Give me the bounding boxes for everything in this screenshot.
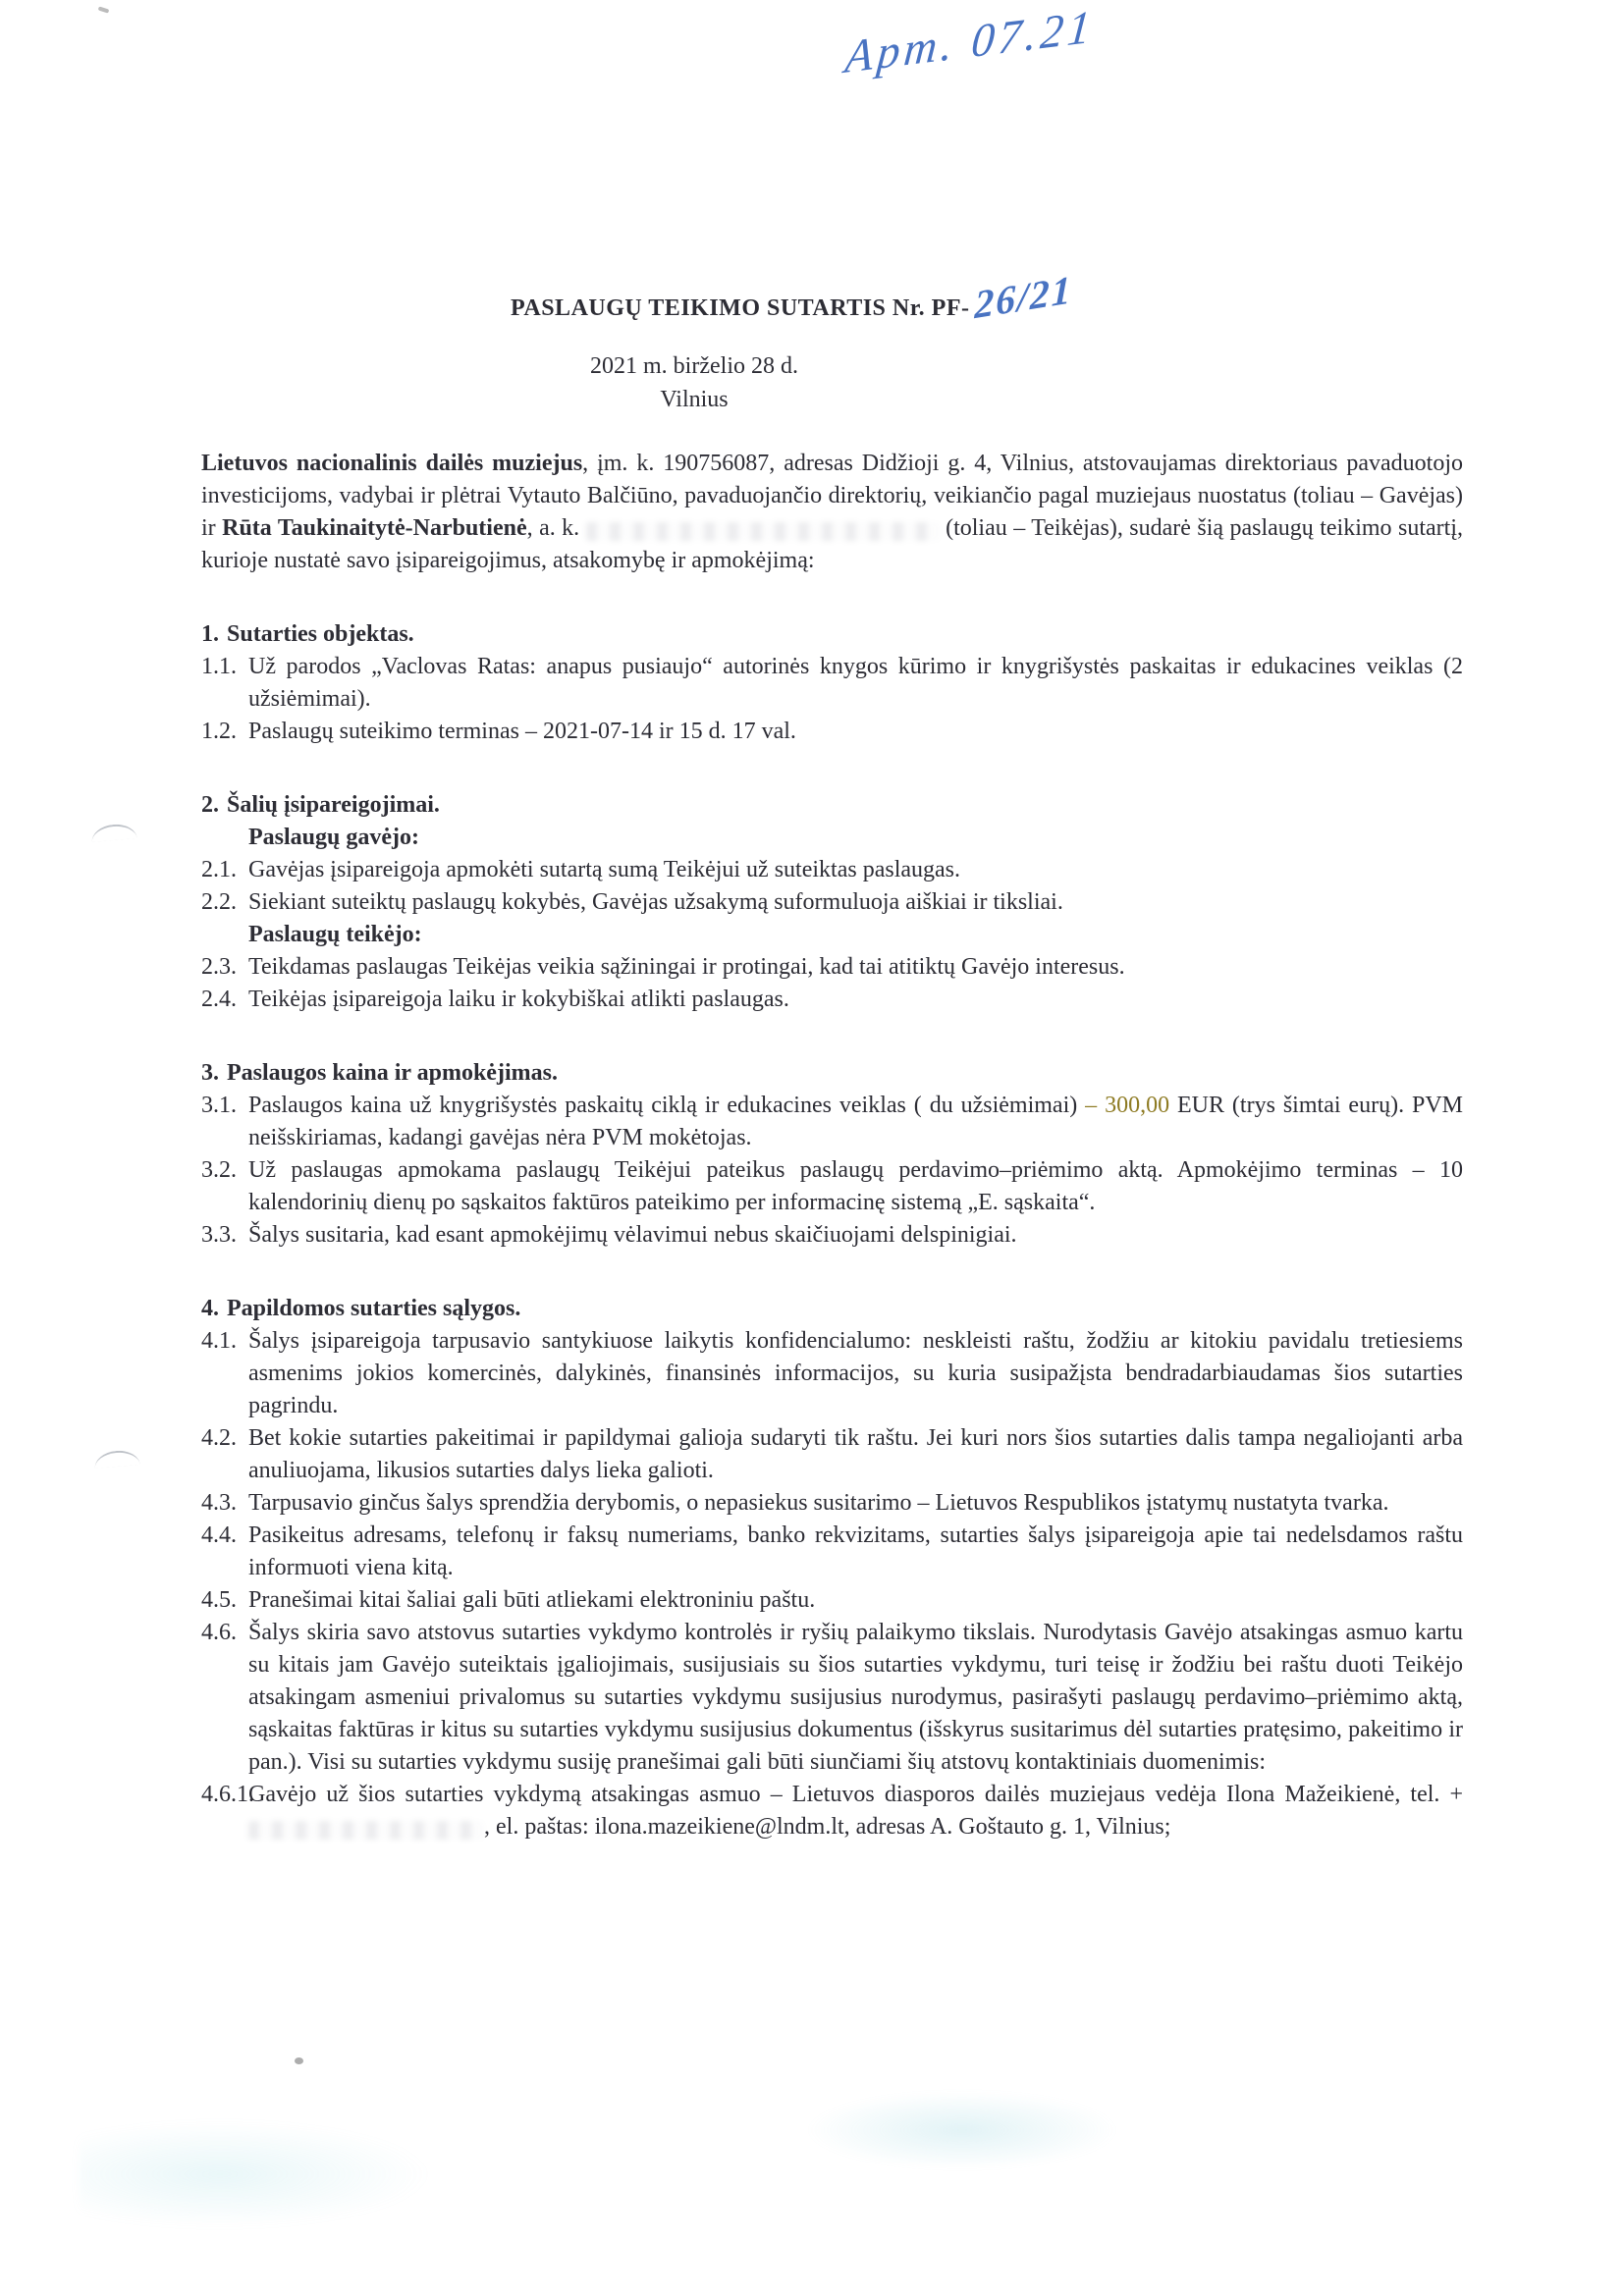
contract-clause xyxy=(201,1422,1463,1487)
clause-text: Paslaugų suteikimo terminas – 2021-07-14 ir 15 d. 17 val. xyxy=(248,719,796,744)
contract-clause xyxy=(201,854,1463,886)
section-title: Šalių įsipareigojimai. xyxy=(227,792,440,818)
contract-sections xyxy=(201,618,1463,1843)
text-run: , įm. k. 190756087, adresas Didžioji g. 4, Vilnius, atstovaujamas direktoriaus pavaduotojo investicijoms, vadybai ir plėtrai Vytauto Balčiūno, pavaduojančio direktorių, veikiančio pagal muziejaus nuostatus (toliau – Gavėjas) ir xyxy=(201,451,1464,541)
erased-stamp-smudge xyxy=(805,2091,1119,2169)
erased-phone-number xyxy=(248,1821,484,1840)
clause-number: 3.3. xyxy=(201,1222,237,1248)
pencil-margin-mark xyxy=(90,823,136,842)
contract-clause xyxy=(201,1154,1463,1219)
intro-paragraph xyxy=(201,448,1463,577)
section-title: Papildomos sutarties sąlygos. xyxy=(227,1296,521,1321)
text-run: Paslaugos kaina už knygrišystės paskaitų ciklą ir edukacines veiklas ( du užsiėmimai) xyxy=(248,1093,1086,1118)
contract-clause xyxy=(201,886,1463,919)
contract-clause xyxy=(201,1520,1463,1584)
clause-text: Šalys įsipareigoja tarpusavio santykiuose laikytis konfidencialumo: neskleisti raštu, žodžiu ar kitokiu pavidalu tretiesiems asmenims jokios komercinės, dalykinės, finansinės informacijos, su kuria susipažįsta bendradarbiaudamas šios sutarties pagrindu. xyxy=(248,1328,1463,1418)
clause-number: 4.5. xyxy=(201,1587,237,1613)
contract-section xyxy=(201,1057,1463,1252)
clause-text: Pasikeitus adresams, telefonų ir faksų numeriams, banko rekvizitams, sutarties šalys įsipareigoja apie tai nedelsdamos raštu informuoti viena kitą. xyxy=(248,1522,1463,1580)
contract-clause xyxy=(201,651,1463,716)
section-heading xyxy=(201,1293,1463,1325)
clause-text: Tarpusavio ginčus šalys sprendžia derybomis, o nepasiekus susitarimo – Lietuvos Respublikos įstatymų nustatyta tvarka. xyxy=(248,1490,1389,1516)
pencil-margin-mark xyxy=(93,1449,139,1468)
clause-number: 2.1. xyxy=(201,857,237,882)
clause-number: 1.2. xyxy=(201,719,237,744)
section-title: Sutarties objektas. xyxy=(227,621,414,647)
contract-clause xyxy=(201,951,1463,984)
clause-number: 4.4. xyxy=(201,1522,237,1548)
contract-section xyxy=(201,618,1463,748)
clause-number: 3.2. xyxy=(201,1157,237,1183)
clause-number: 2.4. xyxy=(201,987,237,1012)
contract-body xyxy=(201,448,1463,1843)
clause-text: Siekiant suteiktų paslaugų kokybės, Gavėjas užsakymą suformuluoja aiškiai ir tiksliai. xyxy=(248,889,1063,915)
clause-number: 1.1. xyxy=(201,654,237,679)
erased-stamp-smudge xyxy=(79,2120,432,2228)
clause-number: 4.2. xyxy=(201,1425,237,1451)
section-heading xyxy=(201,618,1463,651)
handwritten-contract-number: 26/21 xyxy=(973,266,1073,328)
clause-number: 2.2. xyxy=(201,889,237,915)
text-run: EUR (trys šimtai eurų). PVM neišskiriamas, kadangi gavėjas nėra PVM mokėtojas. xyxy=(248,1093,1464,1150)
handwritten-note-paid-date: Apm. 07.21 xyxy=(842,0,1097,84)
text-run: Rūta Taukinaitytė-Narbutienė xyxy=(222,515,527,541)
clause-number: 4.3. xyxy=(201,1490,237,1516)
contract-clause xyxy=(201,984,1463,1016)
contract-clause xyxy=(201,1325,1463,1422)
contract-date: 2021 m. birželio 28 d. xyxy=(590,353,798,379)
contract-title-text: PASLAUGŲ TEIKIMO SUTARTIS Nr. PF- xyxy=(511,295,970,321)
contract-clause xyxy=(201,1584,1463,1617)
clause-text: Šalys skiria savo atstovus sutarties vykdymo kontrolės ir ryšių palaikymo tikslais. Nurodytasis Gavėjo atsakingas asmuo kartu su kitais jam Gavėjo suteiktais įgaliojimais, susijusiais su šios sutarties vykdymu, turi teisę ir žodžiu bei raštu duoti Teikėjo atsakingam asmeniui privalomus su sutarties vykdymu susijusius nurodymus, pasirašyti paslaugų perdavimo–priėmimo aktą, sąskaitas faktūras ir kitus su sutarties vykdymu susijusius dokumentus (išskyrus susitarimus dėl sutarties pratęsimo, pakeitimo ir pan.). Visi su sutarties vykdymu susiję pranešimai gali būti siunčiami šių atstovų kontaktiniais duomenimis: xyxy=(248,1620,1463,1775)
text-run: Gavėjo už šios sutarties vykdymą atsakingas asmuo – Lietuvos diasporos dailės muziejaus vedėja Ilona Mažeikienė, tel. + xyxy=(248,1782,1463,1807)
contract-clause xyxy=(201,1487,1463,1520)
clause-number: 4.6. xyxy=(201,1620,237,1645)
contract-clause xyxy=(201,1219,1463,1252)
clause-text xyxy=(248,1782,1463,1840)
text-run: (toliau – Teikėjas), sudarė šią paslaugų teikimo sutartį, kurioje nustatė savo įsipareigojimus, atsakomybę ir apmokėjimą: xyxy=(201,515,1464,573)
clause-text: Bet kokie sutarties pakeitimai ir papildymai galioja sudaryti tik raštu. Jei kuri nors šios sutarties dalis tampa negaliojanti arba anuliuojama, likusios sutarties dalys lieka galioti. xyxy=(248,1425,1463,1483)
clause-text: Teikdamas paslaugas Teikėjas veikia sąžiningai ir protingai, kad tai atitiktų Gavėjo interesus. xyxy=(248,954,1125,980)
section-number: 4. xyxy=(201,1296,219,1321)
erased-personal-code xyxy=(586,522,940,541)
party-obligations-label: Paslaugų teikėjo: xyxy=(248,922,422,947)
section-heading xyxy=(201,789,1463,822)
text-run: – 300,00 xyxy=(1085,1093,1170,1118)
clause-number: 2.3. xyxy=(201,954,237,980)
clause-text: Už paslaugas apmokama paslaugų Teikėjui pateikus paslaugų perdavimo–priėmimo aktą. Apmokėjimo terminas – 10 kalendorinių dienų po sąskaitos faktūros pateikimo per informacinę sistemą „E. sąskaita“. xyxy=(248,1157,1463,1215)
section-number: 2. xyxy=(201,792,219,818)
scan-speck xyxy=(295,2057,303,2064)
text-run: , el. paštas: ilona.mazeikiene@lndm.lt, adresas A. Goštauto g. 1, Vilnius; xyxy=(484,1814,1171,1840)
clause-text: Teikėjas įsipareigoja laiku ir kokybiškai atlikti paslaugas. xyxy=(248,987,789,1012)
contract-clause xyxy=(201,1617,1463,1779)
clause-number: 4.6.1. xyxy=(201,1782,254,1807)
scan-speck xyxy=(98,6,110,13)
clause-number: 4.1. xyxy=(201,1328,237,1354)
clause-text: Šalys susitaria, kad esant apmokėjimų vėlavimui nebus skaičiuojami delspinigiai. xyxy=(248,1222,1017,1248)
section-number: 3. xyxy=(201,1060,219,1086)
clause-text: Pranešimai kitai šaliai gali būti atliekami elektroniniu paštu. xyxy=(248,1587,816,1613)
clause-number: 3.1. xyxy=(201,1093,237,1118)
contract-clause xyxy=(201,1779,1463,1843)
contract-section xyxy=(201,1293,1463,1843)
clause-text: Gavėjas įsipareigoja apmokėti sutartą sumą Teikėjui už suteiktas paslaugas. xyxy=(248,857,961,882)
text-run: , a. k. xyxy=(526,515,586,541)
clause-text: Už parodos „Vaclovas Ratas: anapus pusiaujo“ autorinės knygos kūrimo ir knygrišystės paskaitas ir edukacines veiklas (2 užsiėmimai). xyxy=(248,654,1463,712)
contract-clause xyxy=(201,1090,1463,1154)
text-run: Lietuvos nacionalinis dailės muziejus xyxy=(201,451,583,476)
section-title: Paslaugos kaina ir apmokėjimas. xyxy=(227,1060,558,1086)
contract-place: Vilnius xyxy=(660,387,729,412)
clause-text xyxy=(248,1093,1463,1150)
section-number: 1. xyxy=(201,621,219,647)
contract-title xyxy=(511,266,1073,328)
section-heading xyxy=(201,1057,1463,1090)
contract-clause xyxy=(201,716,1463,748)
party-obligations-label: Paslaugų gavėjo: xyxy=(248,825,419,850)
contract-section xyxy=(201,789,1463,1016)
